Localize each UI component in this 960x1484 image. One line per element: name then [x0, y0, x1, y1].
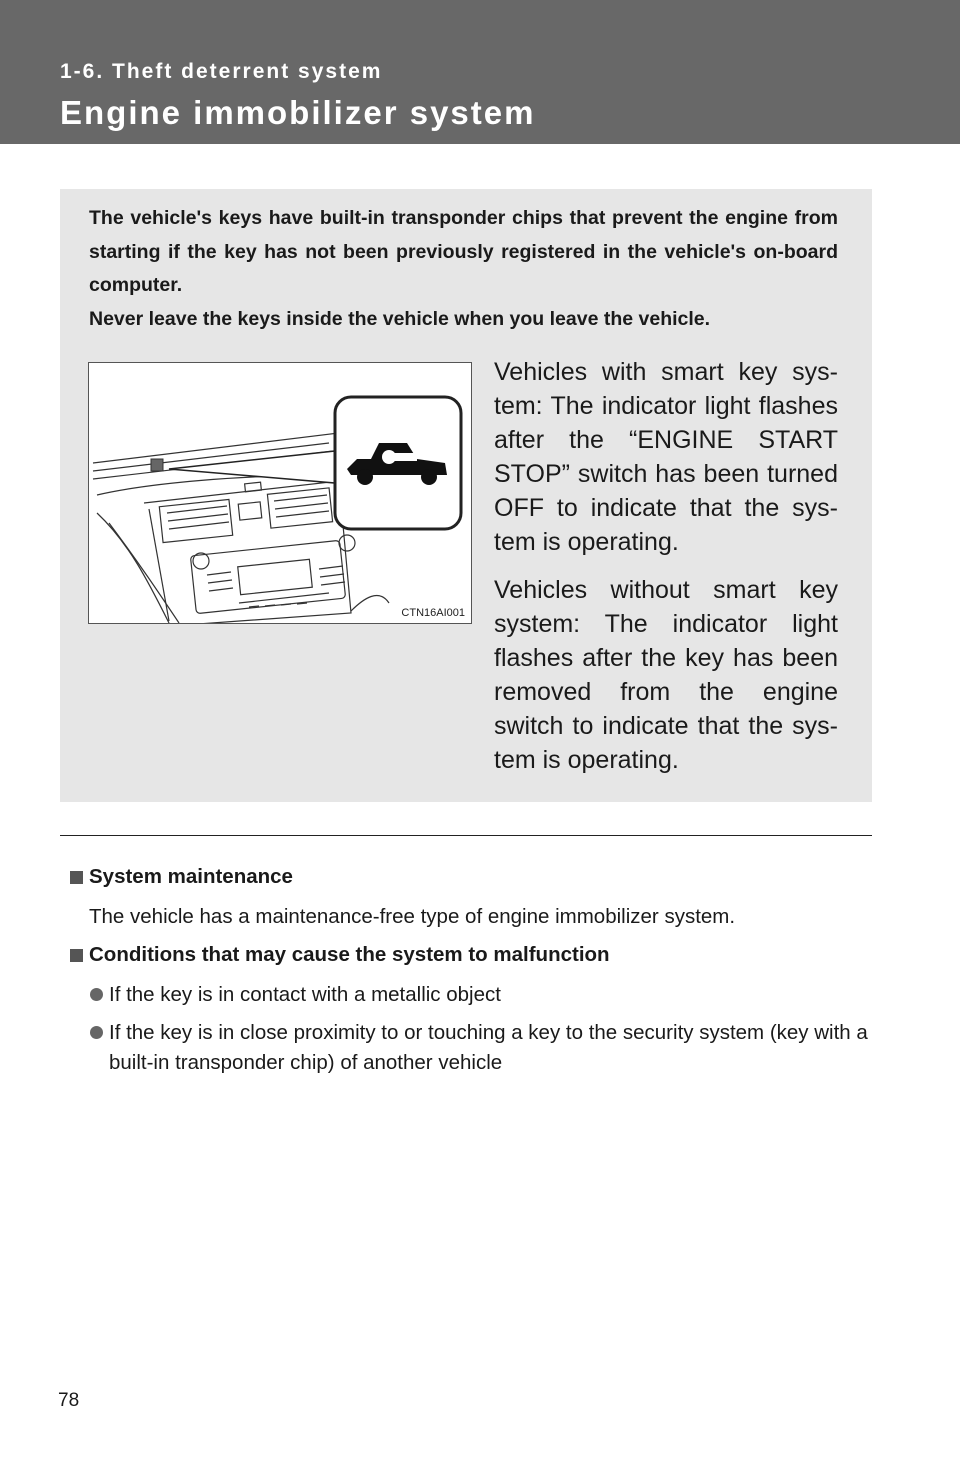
square-bullet-icon — [70, 871, 83, 884]
condition-text: If the key is in close proximity to or touching a key to the security system (key with a built-in transponder chip) of another vehicle — [109, 1021, 868, 1074]
intro-paragraph-2: Never leave the keys inside the vehicle when you leave the vehicle. — [89, 307, 711, 330]
section-label: 1-6. Theft deterrent system — [60, 60, 383, 83]
square-bullet-icon — [70, 949, 83, 962]
round-bullet-icon — [90, 1026, 103, 1039]
section-divider — [60, 835, 872, 836]
notes-section — [70, 862, 870, 1086]
non-smart-key-paragraph: Vehicles without smart key system: The indicator light flashes after the key has been removed from the engine switch to indicate that the sys-tem is operating. — [494, 576, 838, 774]
maintenance-heading — [70, 862, 870, 892]
condition-text: If the key is in contact with a metallic object — [109, 983, 501, 1006]
intro-paragraph-1: The vehicle's keys have built-in transponder chips that prevent the engine from starting if the key has not been previously registered in the vehicle's on-board computer. — [89, 207, 838, 296]
conditions-heading — [70, 940, 870, 970]
figure-code: CTN16AI001 — [401, 607, 465, 619]
round-bullet-icon — [90, 988, 103, 1001]
page-header — [0, 0, 960, 144]
list-item — [90, 980, 870, 1010]
page-number: 78 — [58, 1390, 80, 1411]
conditions-heading-text: Conditions that may cause the system to malfunction — [89, 943, 610, 966]
list-item — [90, 1018, 870, 1078]
dashboard-drawing — [89, 363, 472, 624]
maintenance-heading-text: System maintenance — [89, 865, 293, 888]
dashboard-illustration — [88, 362, 472, 624]
maintenance-body: The vehicle has a maintenance-free type of engine immobilizer system. — [89, 905, 736, 928]
smart-key-paragraph: Vehicles with smart key sys-tem: The indicator light flashes after the “ENGINE START STOP” switch has been turned OFF to indicate that the sys-tem is operating. — [494, 358, 838, 556]
page-title: Engine immobilizer system — [60, 94, 536, 131]
indicator-description — [494, 355, 838, 791]
intro-text — [89, 202, 838, 336]
